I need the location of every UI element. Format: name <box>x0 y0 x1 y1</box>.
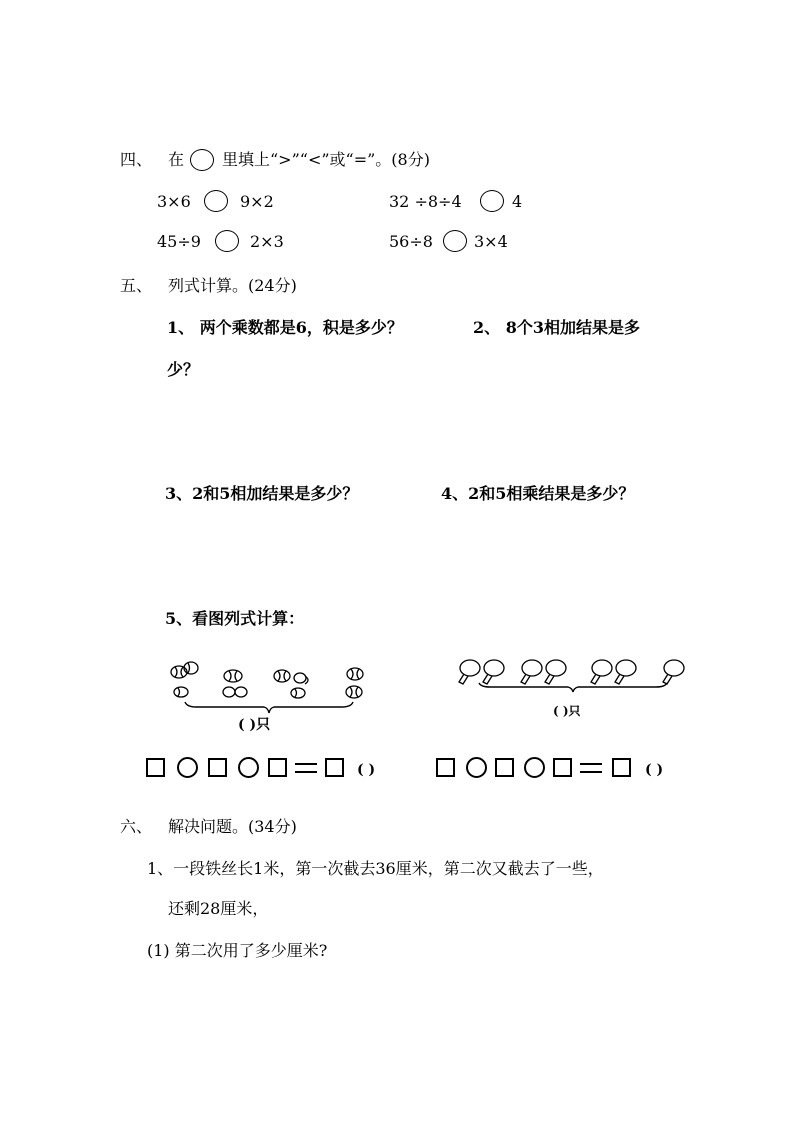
question-4: 4、2和5相乘结果是多少？ <box>441 484 635 503</box>
compare-left-3: 45÷9 <box>157 232 201 251</box>
section6-number: 六、 <box>120 817 153 836</box>
compare-right-3: 2×3 <box>250 232 284 251</box>
unit-blank[interactable]: ( ) <box>357 762 376 778</box>
question-3: 3、2和5相加结果是多少？ <box>165 484 359 503</box>
question-1: 1、 两个乘数都是6，积是多少？ <box>167 318 403 337</box>
equals-sign <box>580 762 602 774</box>
pumpkin-icon <box>346 668 363 698</box>
brace-left-picture <box>184 701 354 715</box>
compare-left-1: 3×6 <box>157 192 191 211</box>
problem-1: 1、一段铁丝长1米，第一次截去36厘米，第二次又截去了一些， <box>147 859 604 878</box>
section6-title: 解决问题。(34分) <box>168 817 297 836</box>
paddle-icon <box>663 660 684 684</box>
section5-title: 列式计算。(24分) <box>168 276 297 295</box>
compare-circle-2[interactable] <box>480 190 504 212</box>
operator-circle[interactable] <box>466 757 487 778</box>
section5-number: 五、 <box>120 276 153 295</box>
question-2-continued: 少？ <box>167 360 200 379</box>
compare-right-4: 3×4 <box>474 232 508 251</box>
pumpkin-icon <box>274 670 308 698</box>
compare-circle-1[interactable] <box>204 190 228 212</box>
equation-box[interactable] <box>208 758 227 777</box>
paddle-icon <box>459 660 480 684</box>
equation-box[interactable] <box>268 758 287 777</box>
operator-circle[interactable] <box>238 757 259 778</box>
result-box[interactable] <box>612 758 631 777</box>
paddle-icon <box>615 660 636 684</box>
result-box[interactable] <box>325 758 344 777</box>
caption-left: ( )只 <box>238 717 271 733</box>
compare-circle-3[interactable] <box>215 230 239 252</box>
compare-right-1: 9×2 <box>240 192 274 211</box>
caption-right: ( )只 <box>553 704 581 718</box>
problem-1-continued: 还剩28厘米， <box>168 899 269 918</box>
compare-circle-4[interactable] <box>443 230 467 252</box>
pumpkin-icon <box>223 670 247 697</box>
equation-box[interactable] <box>553 758 572 777</box>
unit-blank[interactable]: ( ) <box>645 762 664 778</box>
paddle-icon <box>483 660 504 684</box>
equals-sign <box>295 762 317 774</box>
pumpkin-group-illustration <box>165 656 385 706</box>
compare-right-2: 4 <box>512 192 523 211</box>
pumpkin-icon <box>171 662 198 697</box>
equation-box[interactable] <box>146 758 165 777</box>
paddle-icon <box>521 660 542 684</box>
section4-number: 四、 <box>120 150 153 169</box>
operator-circle[interactable] <box>524 757 545 778</box>
operator-circle[interactable] <box>177 757 198 778</box>
brace-right-picture <box>478 682 668 694</box>
equation-box[interactable] <box>495 758 514 777</box>
compare-left-2: 32 ÷8÷4 <box>389 192 462 211</box>
question-2: 2、 8个3相加结果是多 <box>473 318 640 337</box>
paddle-icon <box>591 660 612 684</box>
section4-instruction-post: 里填上“>”“<”或“=”。(8分) <box>222 150 430 169</box>
equation-box[interactable] <box>436 758 455 777</box>
answer-circle[interactable] <box>190 149 214 171</box>
question-5: 5、看图列式计算： <box>165 609 305 628</box>
problem-1-subquestion-1: (1) 第二次用了多少厘米? <box>147 941 328 960</box>
compare-left-4: 56÷8 <box>389 232 433 251</box>
paddle-icon <box>545 660 566 684</box>
section4-instruction-pre: 在 <box>168 150 185 169</box>
